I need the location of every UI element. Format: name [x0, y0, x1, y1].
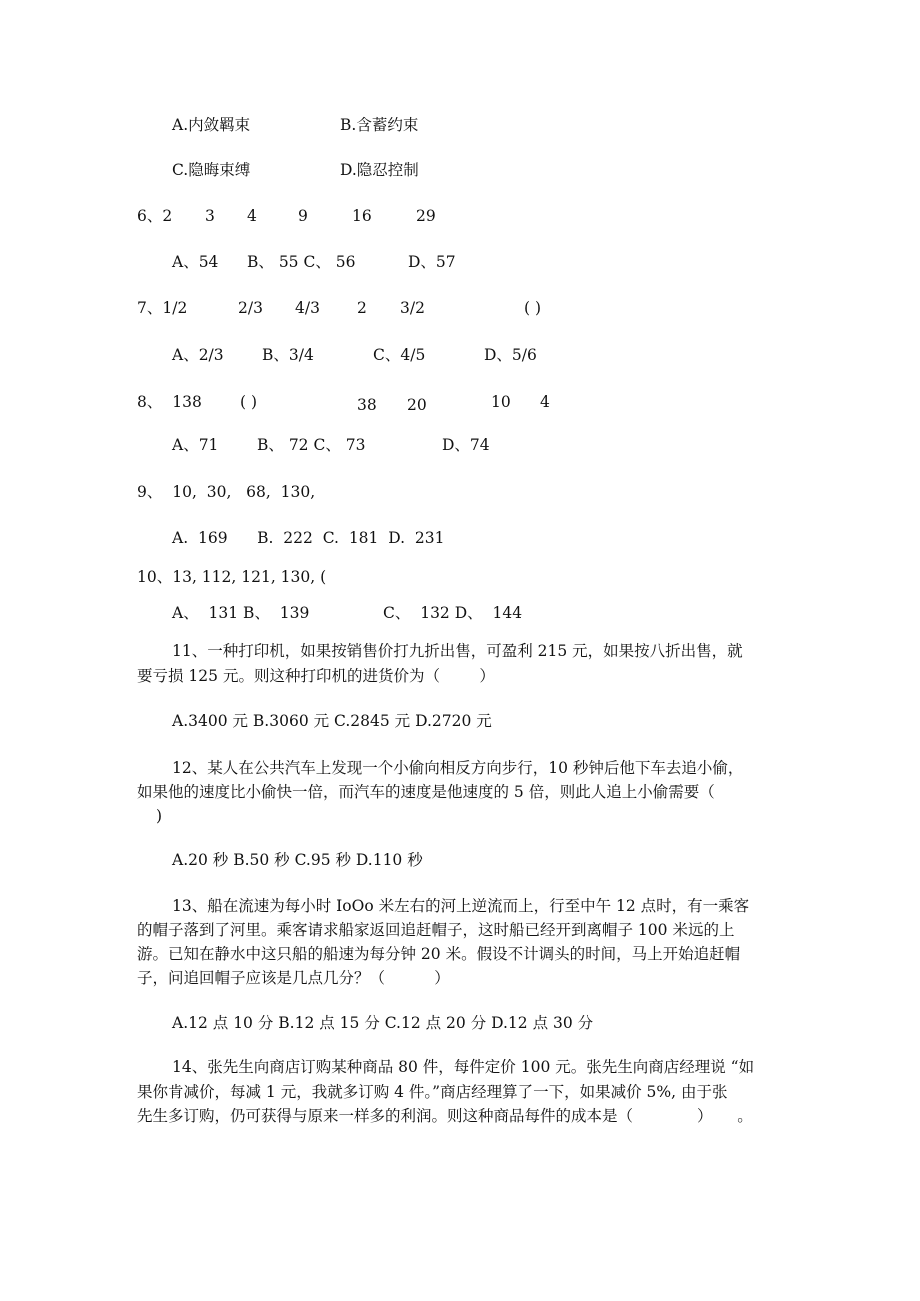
q12-options: A.20 秒 B.50 秒 C.95 秒 D.110 秒: [172, 851, 423, 869]
q6-term: 16: [352, 207, 372, 225]
q8-option: D、74: [442, 436, 490, 454]
q7-term: 2/3: [238, 299, 263, 317]
q7-option: A、2/3: [172, 346, 224, 364]
q10-stem: 10、13, 112, 121, 130, (: [137, 568, 327, 586]
q8-blank: ( ): [240, 393, 258, 411]
q8-term: 10: [491, 393, 511, 411]
q7-options: [0, 345, 920, 365]
q7-blank: ( ): [524, 299, 542, 317]
q12-line-2: 如果他的速度比小偷快一倍，而汽车的速度是他速度的 5 倍，则此人追上小偷需要（: [137, 783, 715, 801]
q9-stem: 9、 10, 30, 68, 130,: [137, 483, 316, 501]
q10-option-group: A、 131 B、 139: [172, 604, 310, 622]
q13-line-1: 13、船在流速为每小时 IoOo 米左右的河上逆流而上，行至中午 12 点时，有一乘客: [172, 897, 750, 915]
q8-stem: [0, 392, 920, 412]
q8-options: [0, 435, 920, 455]
q13-line-3: 游。已知在静水中这只船的船速为每分钟 20 米。假设不计调头的时间，马上开始追赶帽: [137, 945, 741, 963]
q8-number: 8、 138: [137, 393, 202, 411]
q13-options: A.12 点 10 分 B.12 点 15 分 C.12 点 20 分 D.12 点 30 分: [172, 1014, 594, 1032]
q5-option-a: A.内敛羁束: [172, 116, 251, 134]
q8-term: 38: [357, 396, 377, 414]
q5-options-row-2: [0, 160, 920, 180]
q6-term: 3: [205, 207, 215, 225]
q11-options: A.3400 元 B.3060 元 C.2845 元 D.2720 元: [172, 712, 492, 730]
q6-term: 29: [416, 207, 436, 225]
q6-option: D、57: [408, 253, 456, 271]
q14-line-1: 14、张先生向商店订购某种商品 80 件，每件定价 100 元。张先生向商店经理说 “如: [172, 1058, 755, 1076]
q5-option-d: D.隐忍控制: [340, 161, 419, 179]
q6-term: 4: [247, 207, 257, 225]
q12-line-3: ): [156, 807, 163, 825]
q5-option-c: C.隐晦束缚: [172, 161, 251, 179]
q5-option-b: B.含蓄约束: [340, 116, 419, 134]
q12-line-1: 12、某人在公共汽车上发现一个小偷向相反方向步行，10 秒钟后他下车去追小偷，: [172, 759, 744, 777]
q10-options: [0, 603, 920, 623]
q14-line-2: 果你肯减价，每减 1 元，我就多订购 4 件。”商店经理算了一下，如果减价 5%, 由于张: [137, 1083, 728, 1101]
q7-term: 4/3: [295, 299, 320, 317]
q10-option-group: C、 132 D、 144: [383, 604, 523, 622]
q5-options-row-1: [0, 115, 920, 135]
q7-option: D、5/6: [484, 346, 537, 364]
q7-number: 7、1/2: [137, 299, 188, 317]
q7-option: B、3/4: [262, 346, 314, 364]
q7-term: 3/2: [400, 299, 425, 317]
q9-options: A. 169 B. 222 C. 181 D. 231: [172, 529, 445, 547]
q6-option: B、 55 C、 56: [247, 253, 356, 271]
q7-term: 2: [357, 299, 367, 317]
q14-line-3: 先生多订购，仍可获得与原来一样多的利润。则这种商品每件的成本是（ ） 。: [137, 1107, 753, 1125]
q8-term: 4: [540, 393, 550, 411]
q6-options: [0, 252, 920, 272]
q6-term: 9: [298, 207, 308, 225]
q11-line-2: 要亏损 125 元。则这种打印机的进货价为（ ）: [137, 667, 495, 685]
q11-line-1: 11、一种打印机，如果按销售价打九折出售，可盈利 215 元，如果按八折出售，就: [172, 642, 743, 660]
q8-term: 20: [407, 396, 427, 414]
q8-option: A、71: [172, 436, 219, 454]
q13-line-4: 子，问追回帽子应该是几点几分？（ ）: [137, 969, 450, 987]
q6-number: 6、2: [137, 207, 173, 225]
q7-stem: [0, 298, 920, 318]
q7-option: C、4/5: [373, 346, 426, 364]
q6-option: A、54: [172, 253, 219, 271]
q6-stem: [0, 206, 920, 226]
q8-option: B、 72 C、 73: [257, 436, 366, 454]
q13-line-2: 的帽子落到了河里。乘客请求船家返回追赶帽子，这时船已经开到离帽子 100 米远的上: [137, 921, 735, 939]
